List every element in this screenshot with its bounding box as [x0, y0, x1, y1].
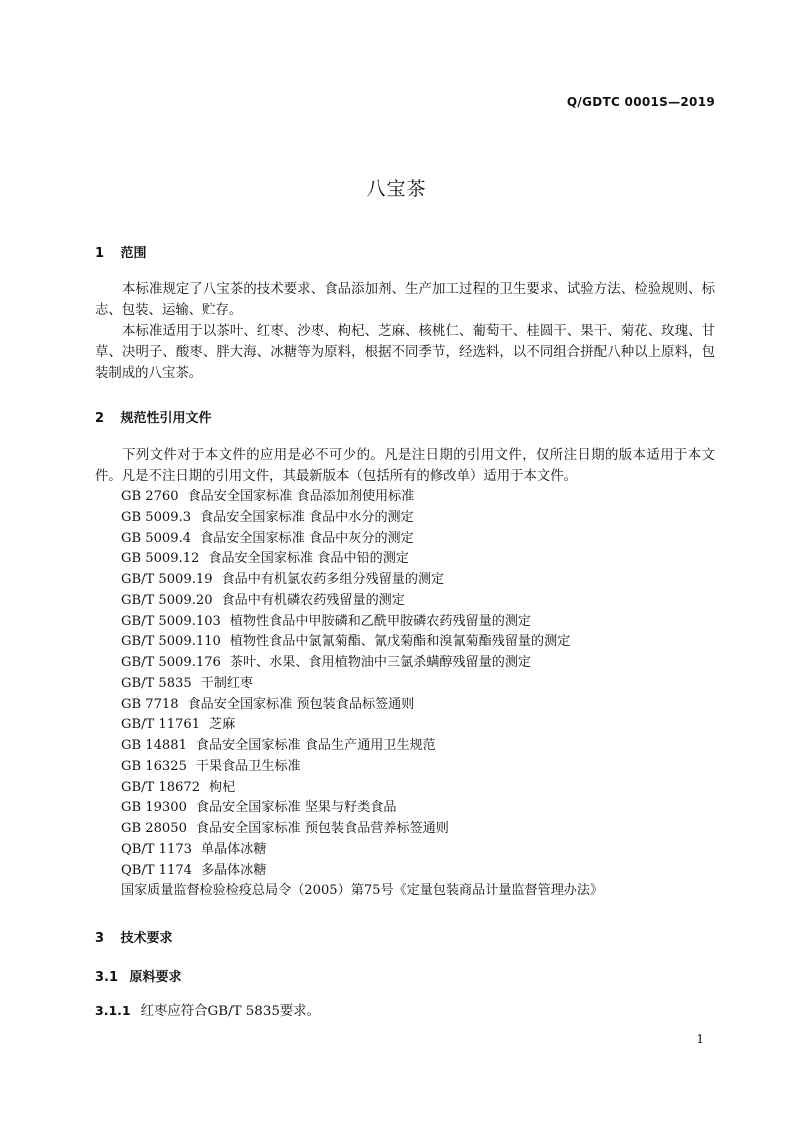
- reference-item: GB 28050 食品安全国家标准 预包装食品营养标签通则: [121, 821, 449, 836]
- document-title: 八宝茶: [366, 178, 427, 200]
- section-3-1-heading: [95, 966, 182, 985]
- clause-number: 3.1.1: [95, 1003, 131, 1018]
- reference-item: GB/T 5009.20 食品中有机磷农药残留量的测定: [121, 592, 405, 608]
- section-title: 范围: [120, 246, 147, 261]
- reference-item: GB/T 11761 芝麻: [121, 717, 236, 733]
- section-number: 3: [95, 931, 105, 946]
- reference-item: QB/T 1173 单晶体冰糖: [121, 841, 267, 857]
- reference-list: [121, 487, 603, 902]
- reference-item: GB 7718 食品安全国家标准 预包装食品标签通则: [121, 696, 415, 712]
- section-2-heading: [95, 407, 212, 426]
- reference-item: GB 5009.4 食品安全国家标准 食品中灰分的测定: [121, 530, 414, 546]
- section-number: 2: [95, 411, 105, 426]
- reference-item: QB/T 1174 多晶体冰糖: [121, 862, 267, 878]
- reference-item: GB/T 5009.19 食品中有机氯农药多组分残留量的测定: [121, 572, 445, 587]
- section-title: 原料要求: [129, 970, 182, 985]
- reference-item: GB 5009.3 食品安全国家标准 食品中水分的测定: [121, 509, 414, 525]
- reference-item: GB 19300 食品安全国家标准 坚果与籽类食品: [121, 800, 397, 816]
- references-intro: 下列文件对于本文件的应用是必不可少的。凡是注日期的引用文件，仅所注日期的版本适用于本文件。凡是不注日期的引用文件，其最新版本（包括所有的修改单）适用于本文件。: [95, 448, 715, 484]
- reference-item: GB/T 5009.103 植物性食品中甲胺磷和乙酰甲胺磷农药残留量的测定: [121, 613, 532, 629]
- reference-item: GB/T 5009.110 植物性食品中氯氰菊酯、氰戊菊酯和溴氰菊酯残留量的测定: [121, 634, 571, 650]
- reference-item: GB 2760 食品安全国家标准 食品添加剂使用标准: [121, 489, 415, 504]
- reference-item: GB/T 18672 枸杞: [121, 779, 236, 795]
- standard-code: Q/GDTC 0001S—2019: [566, 95, 715, 109]
- section-title: 规范性引用文件: [120, 411, 212, 426]
- page-number: 1: [696, 1032, 704, 1046]
- reference-item: GB 16325 干果食品卫生标准: [121, 758, 301, 774]
- scope-paragraph-1: 本标准规定了八宝茶的技术要求、食品添加剂、生产加工过程的卫生要求、试验方法、检验规则、标志、包装、运输、贮存。: [95, 282, 715, 318]
- reference-item: 国家质量监督检验检疫总局令（2005）第75号《定量包装商品计量监督管理办法》: [121, 883, 604, 899]
- reference-item: GB/T 5009.176 茶叶、水果、食用植物油中三氯杀螨醇残留量的测定: [121, 655, 532, 670]
- section-title: 技术要求: [120, 931, 173, 946]
- section-1-heading: [95, 242, 147, 261]
- reference-item: GB 5009.12 食品安全国家标准 食品中铅的测定: [121, 551, 409, 567]
- section-number: 3.1: [95, 970, 119, 985]
- clause-text: 红枣应符合GB/T 5835要求。: [140, 1004, 321, 1019]
- reference-item: GB/T 5835 干制红枣: [121, 675, 254, 691]
- scope-paragraph-2: 本标准适用于以茶叶、红枣、沙枣、枸杞、芝麻、核桃仁、葡萄干、桂圆干、果干、菊花、玫瑰、甘草、决明子、酸枣、胖大海、冰糖等为原料，根据不同季节，经选料，以不同组合拼配八种以上原料，包装制成的八宝茶。: [95, 324, 715, 381]
- clause-3-1-1: [95, 1000, 320, 1019]
- section-3-heading: [95, 927, 173, 946]
- reference-item: GB 14881 食品安全国家标准 食品生产通用卫生规范: [121, 738, 436, 753]
- section-number: 1: [95, 246, 105, 261]
